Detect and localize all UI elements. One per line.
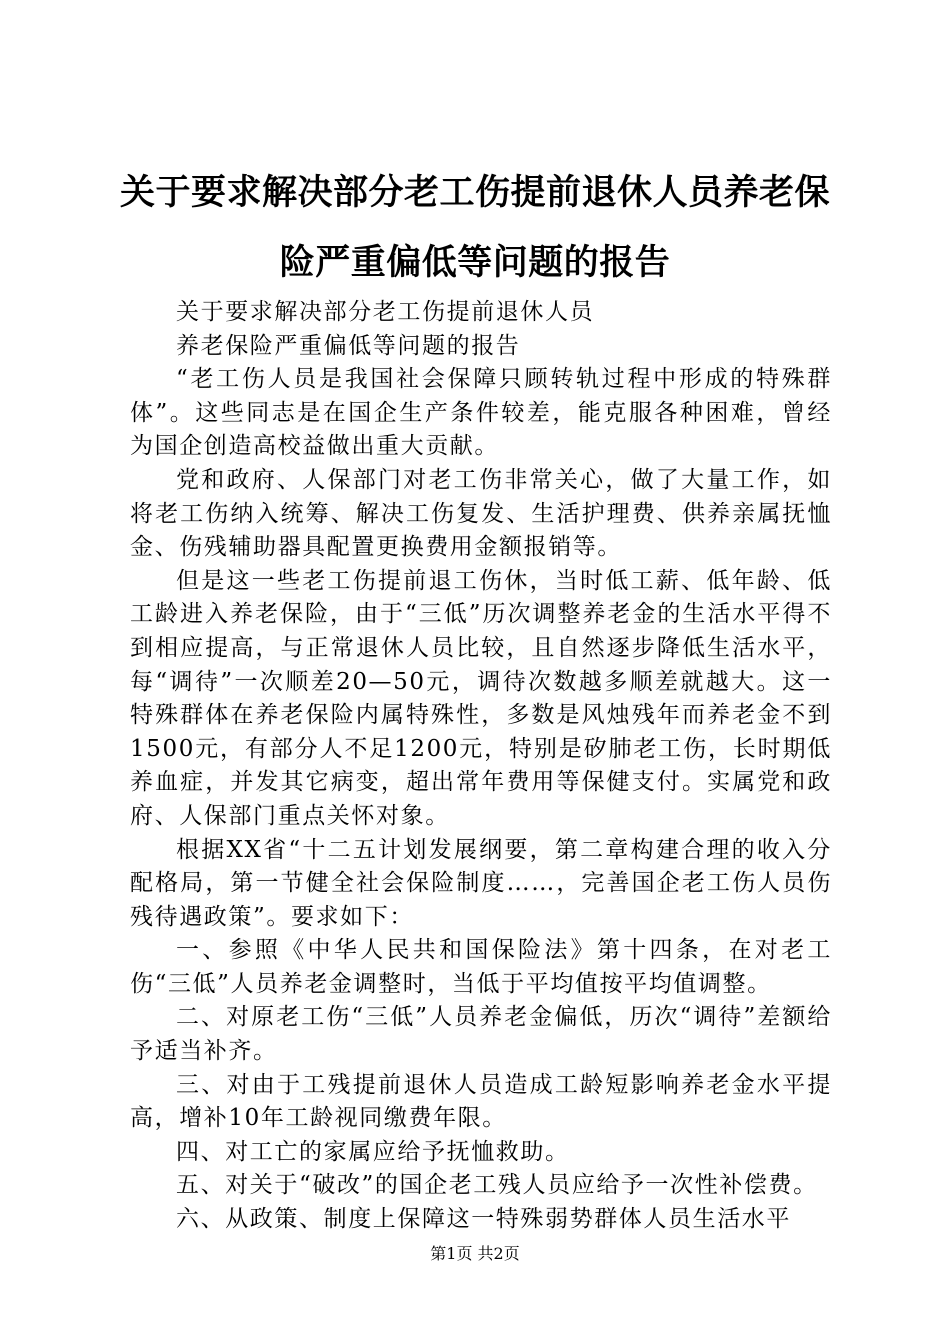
page-footer: 第1页 共2页 <box>430 1244 520 1263</box>
body-paragraph: 养老保险严重偏低等问题的报告 <box>176 332 521 359</box>
body-paragraph: 党和政府、人保部门对老工伤非常关心，做了大量工作，如将老工伤纳入统筹、解决工伤复发、生活护理费、供养亲属抚恤金、伤残辅助器具配置更换费用金额报销等。 <box>130 466 832 561</box>
body-paragraph: 关于要求解决部分老工伤提前退休人员 <box>176 299 595 325</box>
body-paragraph: 一、参照《中华人民共和国保险法》第十四条，在对老工伤“三低”人员养老金调整时，当低于平均值按平均值调整。 <box>130 937 832 997</box>
body-paragraph: 四、对工亡的家属应给予抚恤救助。 <box>176 1138 570 1165</box>
body-paragraph: 二、对原老工伤“三低”人员养老金偏低，历次“调待”差额给予适当补齐。 <box>130 1004 832 1065</box>
body-paragraph: 但是这一些老工伤提前退工伤休，当时低工薪、低年龄、低工龄进入养老保险，由于“三低”历次调整养老金的生活水平得不到相应提高，与正常退休人员比较，且自然逐步降低生活水平，每“调待”一次顺差20—50元，调待次数越多顺差就越大。这一特殊群体在养老保险内属特殊性，多数是风烛残年而养老金不到1500元，有部分人不足1200元，特别是矽肺老工伤，长时期低养血症，并发其它病变，超出常年费用等保健支付。实属党和政府、人保部门重点关怀对象。 <box>130 567 832 829</box>
body-paragraph: 根据XX省“十二五计划发展纲要，第二章构建合理的收入分配格局，第一节健全社会保险制度……，完善国企老工伤人员伤残待遇政策”。要求如下： <box>130 836 832 930</box>
body-paragraph: 五、对关于“破改”的国企老工残人员应给予一次性补偿费。 <box>176 1172 818 1199</box>
body-paragraph: 三、对由于工残提前退休人员造成工龄短影响养老金水平提高，增补10年工龄视同缴费年限。 <box>130 1071 832 1132</box>
document-title: 关于要求解决部分老工伤提前退休人员养老保险严重偏低等问题的报告 <box>119 173 830 283</box>
body-paragraph: 六、从政策、制度上保障这一特殊弱势群体人员生活水平 <box>176 1206 791 1233</box>
body-paragraph: “老工伤人员是我国社会保障只顾转轨过程中形成的特殊群体”。这些同志是在国企生产条件较差，能克服各种困难，曾经为国企创造高校益做出重大贡献。 <box>130 366 832 460</box>
document-body <box>130 296 832 1237</box>
